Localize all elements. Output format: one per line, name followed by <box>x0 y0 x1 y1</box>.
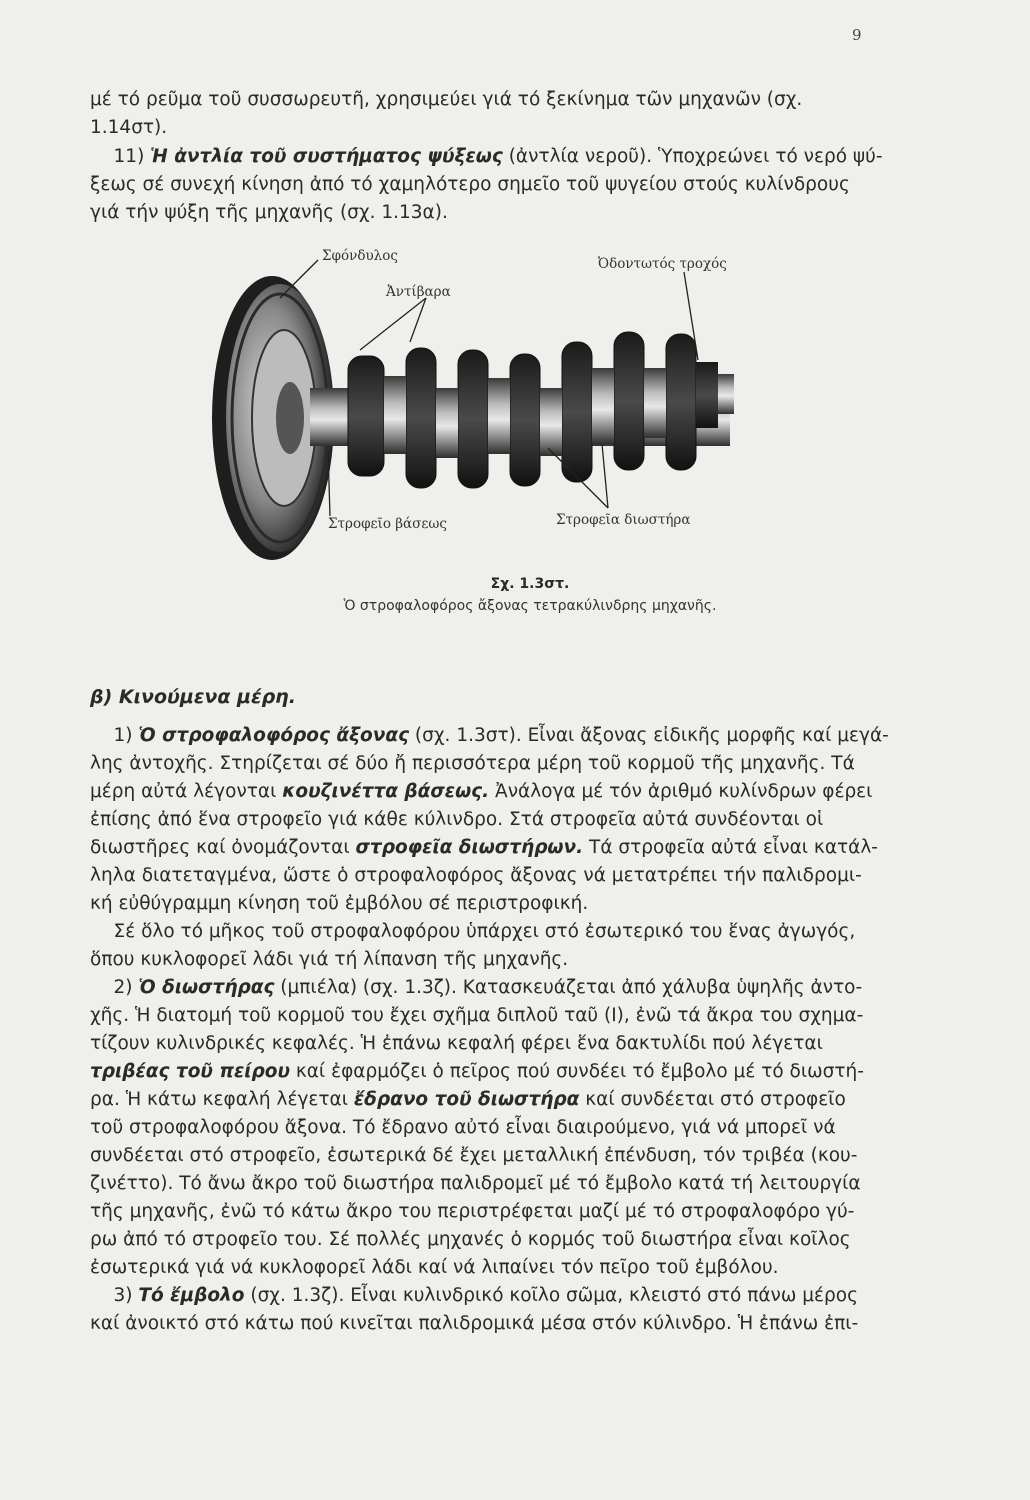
text-line <box>0 778 1030 806</box>
text-line <box>0 143 1030 171</box>
text-line: Σέ ὅλο τό μῆκος τοῦ στροφαλοφόρου ὑπάρχει στό ἐσωτερικό του ἕνας ἀγωγός, <box>90 921 856 942</box>
item-3-paragraph <box>0 1282 1030 1338</box>
label-main-journal: Στροφεῖο βάσεως <box>328 516 447 532</box>
text-line: μέ τό ρεῦμα τοῦ συσσωρευτῆ, χρησιμεύει γιά τό ξεκίνημα τῶν μηχανῶν (σχ. <box>90 89 803 110</box>
text-line: καί ἀνοικτό στό κάτω πού κινεῖται παλιδρομικά μέσα στόν κύλινδρο. Ἡ ἐπάνω ἐπι- <box>90 1313 859 1334</box>
text-fragment: Τά στροφεῖα αὐτά εἶναι κατάλ- <box>583 837 878 858</box>
text-line: τῆς μηχανῆς, ἐνῶ τό κάτω ἄκρο του περιστρέφεται μαζί μέ τό στροφαλοφόρο γύ- <box>90 1201 855 1222</box>
text-line: ξεως σέ συνεχή κίνηση ἀπό τό χαμηλότερο σημεῖο τοῦ ψυγείου στούς κυλίνδρους <box>90 174 850 195</box>
text-line: κή εὐθύγραμμη κίνηση τοῦ ἐμβόλου σέ περιστροφική. <box>90 893 589 914</box>
bold-term: κουζινέττα βάσεως. <box>282 781 490 802</box>
bold-term: Ὁ διωστήρας <box>138 977 275 998</box>
text-line: ληλα διατεταγμένα, ὥστε ὁ στροφαλοφόρος ἄξονας νά μετατρέπει τήν παλιδρομι- <box>90 865 862 886</box>
text-line <box>0 1058 1030 1086</box>
section-heading: β) Κινούμενα μέρη. <box>90 686 296 708</box>
text-line <box>0 1086 1030 1114</box>
bold-term: στροφεῖα διωστήρων. <box>355 837 584 858</box>
text-fragment: διωστῆρες καί ὀνομάζονται <box>90 837 356 858</box>
text-line: τοῦ στροφαλοφόρου ἄξονα. Τό ἔδρανο αὐτό εἶναι διαιρούμενο, γιά νά μπορεῖ νά <box>90 1117 836 1138</box>
text-fragment: Ἀνάλογα μέ τόν ἀριθμό κυλίνδρων φέρει <box>489 781 873 802</box>
bold-term: Ἡ ἀντλία τοῦ συστήματος ψύξεως <box>150 146 503 167</box>
crankshaft-figure <box>210 238 770 568</box>
text-line: ρω ἀπό τό στροφεῖο του. Σέ πολλές μηχανές ὁ κορμός τοῦ διωστήρα εἶναι κοῖλος <box>90 1229 851 1250</box>
bold-term: Τό ἔμβολο <box>138 1285 245 1306</box>
text-line <box>0 834 1030 862</box>
text-line <box>0 722 1030 750</box>
text-line: τίζουν κυλινδρικές κεφαλές. Ἡ ἐπάνω κεφαλή φέρει ἕνα δακτυλίδι πού λέγεται <box>90 1033 823 1054</box>
figure-caption-text: Ὁ στροφαλοφόρος ἄξονας τετρακύλινδρης μηχανῆς. <box>343 598 717 614</box>
intro-paragraph <box>0 86 1030 142</box>
text-fragment: (σχ. 1.3στ). Εἶναι ἄξονας εἰδικῆς μορφῆς καί μεγά- <box>409 725 889 746</box>
text-line: ὅπου κυκλοφορεῖ λάδι γιά τή λίπανση τῆς μηχανῆς. <box>90 949 569 970</box>
item-number: 1) <box>90 725 139 746</box>
text-line: ἐσωτερικά γιά νά κυκλοφορεῖ λάδι καί νά λιπαίνει τόν πεῖρο τοῦ ἐμβόλου. <box>90 1257 779 1278</box>
text-fragment: μέρη αὐτά λέγονται <box>90 781 283 802</box>
item-number: 11) <box>90 146 151 167</box>
text-fragment: καί συνδέεται στό στροφεῖο <box>579 1089 846 1110</box>
text-fragment: (μπιέλα) (σχ. 1.3ζ). Κατασκευάζεται ἀπό χάλυβα ὑψηλῆς ἀντο- <box>274 977 863 998</box>
label-gear: Ὀδοντωτός τροχός <box>598 256 727 272</box>
label-rod-journal: Στροφεῖα διωστήρα <box>556 512 691 528</box>
text-line: λης ἀντοχῆς. Στηρίζεται σέ δύο ἤ περισσότερα μέρη τοῦ κορμοῦ τῆς μηχανῆς. Τά <box>90 753 855 774</box>
label-flywheel: Σφόνδυλος <box>322 248 398 264</box>
text-line <box>0 1282 1030 1310</box>
text-line: ἐπίσης ἀπό ἕνα στροφεῖο γιά κάθε κύλινδρο. Στά στροφεῖα αὐτά συνδέονται οἱ <box>90 809 824 830</box>
text-fragment: ρα. Ἡ κάτω κεφαλή λέγεται <box>90 1089 354 1110</box>
bold-term: Ὁ στροφαλοφόρος ἄξονας <box>138 725 410 746</box>
text-line: ζινέττο). Τό ἄνω ἄκρο τοῦ διωστήρα παλιδρομεῖ μέ τό ἔμβολο κατά τή λειτουργία <box>90 1173 861 1194</box>
text-line: συνδέεται στό στροφεῖο, ἐσωτερικά δέ ἔχει μεταλλική ἐπένδυση, τόν τριβέα (κου- <box>90 1145 858 1166</box>
item-number: 2) <box>90 977 139 998</box>
item-11-paragraph <box>0 143 1030 227</box>
text-line: 1.14στ). <box>90 117 168 138</box>
text-line: γιά τήν ψύξη τῆς μηχανῆς (σχ. 1.13α). <box>90 202 448 223</box>
text-fragment: καί ἐφαρμόζει ὁ πεῖρος πού συνδέει τό ἔμβολο μέ τό διωστή- <box>289 1061 864 1082</box>
figure-caption-number: Σχ. 1.3στ. <box>490 576 570 592</box>
text-fragment: (σχ. 1.3ζ). Εἶναι κυλινδρικό κοῖλο σῶμα, κλειστό στό πάνω μέρος <box>244 1285 858 1306</box>
item-2-paragraph <box>0 974 1030 1282</box>
item-number: 3) <box>90 1285 139 1306</box>
text-line <box>0 974 1030 1002</box>
text-fragment: (ἀντλία νεροῦ). Ὑποχρεώνει τό νερό ψύ- <box>508 146 883 167</box>
text-line: χῆς. Ἡ διατομή τοῦ κορμοῦ του ἔχει σχῆμα διπλοῦ ταῦ (Ι), ἐνῶ τά ἄκρα του σχημα- <box>90 1005 864 1026</box>
bold-term: ἔδρανο τοῦ διωστήρα <box>353 1089 580 1110</box>
bold-term: τριβέας τοῦ πείρου <box>90 1061 290 1082</box>
gear <box>696 362 718 428</box>
item-1-paragraph <box>0 722 1030 974</box>
page-number: 9 <box>852 26 862 44</box>
label-counterweight: Ἀντίβαρα <box>386 284 451 300</box>
